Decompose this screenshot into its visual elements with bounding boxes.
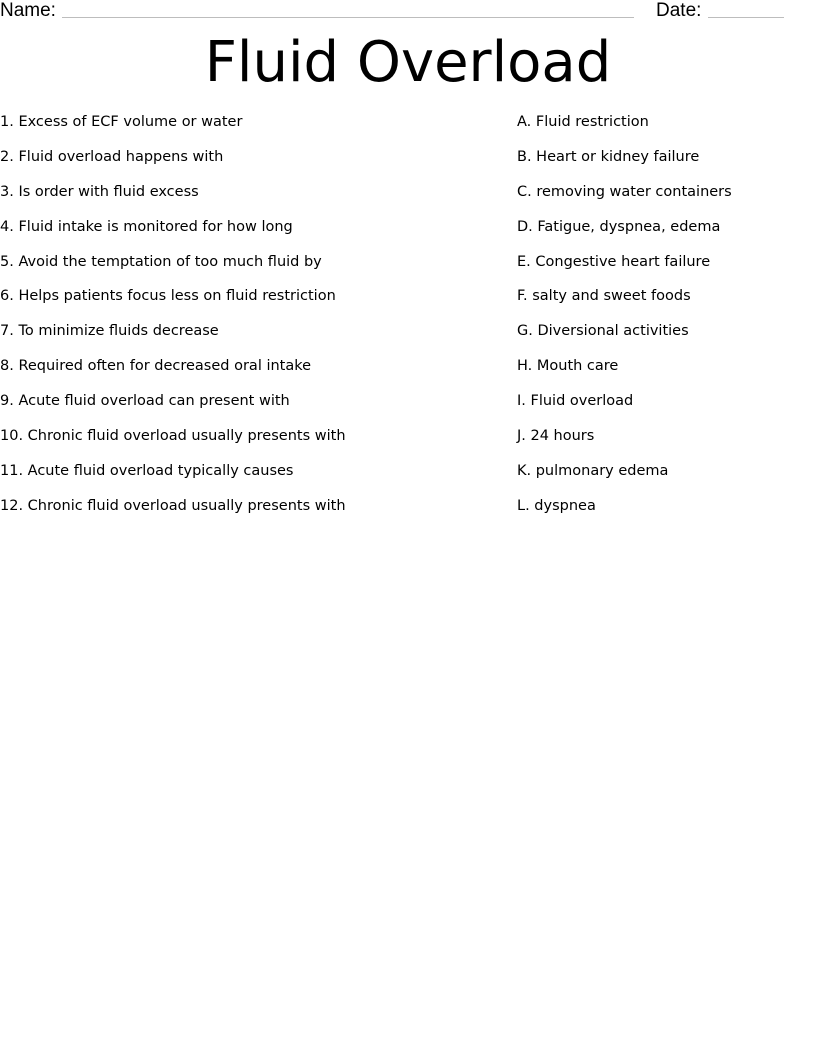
clue-item: 12. Chronic fluid overload usually presents with xyxy=(0,497,346,514)
answer-item: G. Diversional activities xyxy=(517,323,689,340)
answer-list xyxy=(517,110,807,529)
clue-item: 1. Excess of ECF volume or water xyxy=(0,114,243,130)
clue-item: 8. Required often for decreased oral intake xyxy=(0,358,312,375)
clue-item: 2. Fluid overload happens with xyxy=(0,148,224,165)
clue-item: 4. Fluid intake is monitored for how long xyxy=(0,218,293,235)
clue-item: 7. To minimize fluids decrease xyxy=(0,323,219,340)
answer-item: I. Fluid overload xyxy=(517,393,634,410)
clue-item: 9. Acute fluid overload can present with xyxy=(0,393,290,410)
answer-item: B. Heart or kidney failure xyxy=(517,148,700,165)
name-label: Name: xyxy=(0,0,56,21)
clue-item: 3. Is order with fluid excess xyxy=(0,183,199,200)
answer-item: F. salty and sweet foods xyxy=(517,288,691,305)
clue-item: 11. Acute fluid overload typically causes xyxy=(0,462,294,479)
answer-item: L. dyspnea xyxy=(517,497,596,514)
clue-list xyxy=(0,110,480,529)
worksheet-title: Fluid Overload xyxy=(204,30,612,95)
answer-item: K. pulmonary edema xyxy=(517,462,669,479)
answer-item: D. Fatigue, dyspnea, edema xyxy=(517,218,721,235)
name-field-line[interactable] xyxy=(62,17,634,18)
answer-item: A. Fluid restriction xyxy=(517,114,649,130)
header-row xyxy=(0,0,816,24)
clue-item: 6. Helps patients focus less on fluid restriction xyxy=(0,288,336,305)
answer-item: J. 24 hours xyxy=(517,428,595,445)
date-field-line[interactable] xyxy=(708,17,784,18)
answer-item: C. removing water containers xyxy=(517,183,732,200)
date-label: Date: xyxy=(656,0,702,21)
clue-item: 5. Avoid the temptation of too much fluid by xyxy=(0,253,322,270)
answer-item: E. Congestive heart failure xyxy=(517,253,711,270)
answer-item: H. Mouth care xyxy=(517,358,619,375)
clue-item: 10. Chronic fluid overload usually presents with xyxy=(0,428,346,445)
